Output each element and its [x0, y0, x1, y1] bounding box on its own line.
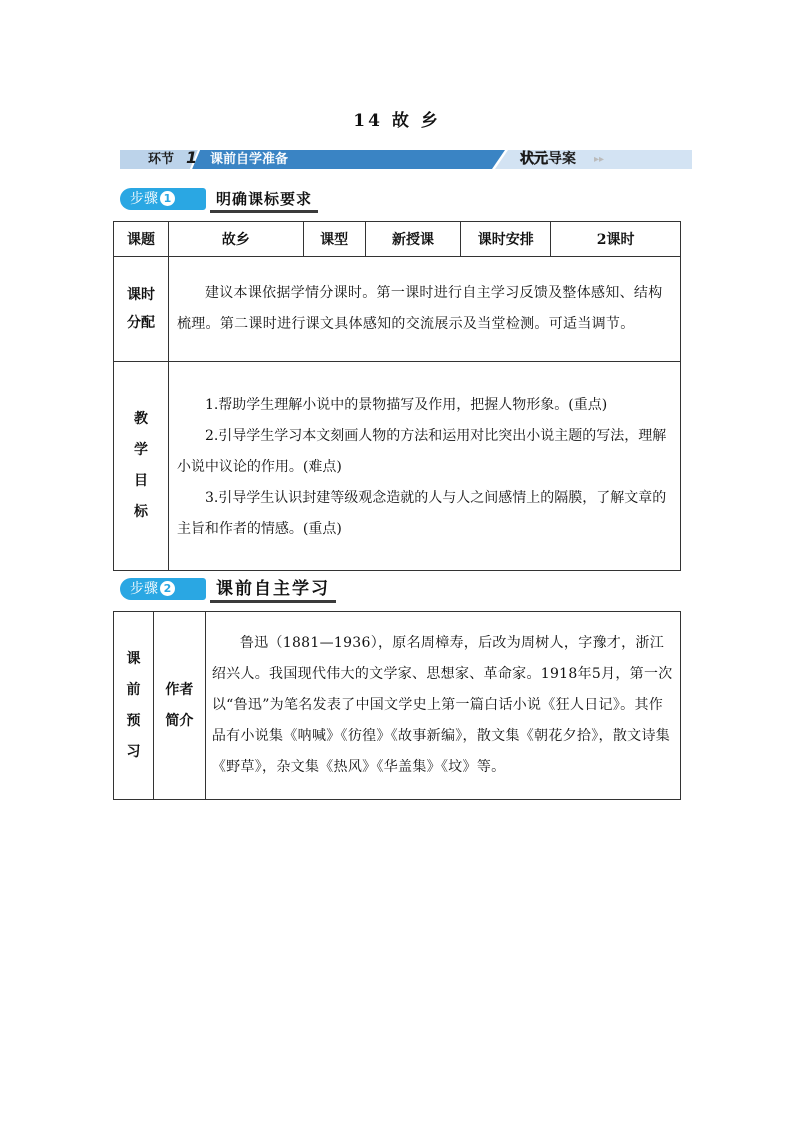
step2-label: 步骤 [130, 581, 158, 597]
double-arrow-icon: ▸▸ [594, 154, 605, 165]
table-row-author [114, 612, 681, 800]
preview-label-char: 习 [126, 743, 141, 760]
author-label-line: 简介 [165, 712, 194, 729]
schedule-label-text: 课时分配 [126, 287, 155, 331]
banner-right-part-b: 导案 [548, 151, 576, 167]
banner-background [120, 150, 692, 169]
cell-schedule-text: 建议本课依据学情分课时。第一课时进行自主学习反馈及整体感知、结构梳理。第二课时进行课文具体感知的交流展示及当堂检测。可适当调节。 [168, 257, 680, 362]
banner-title: 课前自学准备 [210, 152, 289, 167]
section-banner [120, 150, 692, 169]
step2-title: 课前自主学习 [210, 578, 336, 603]
table-row-header [114, 222, 681, 257]
cell-type-value: 新授课 [365, 222, 461, 257]
banner-right-label [520, 150, 576, 169]
banner-label: 环节 [148, 152, 175, 167]
page-title: 14 故 乡 [353, 111, 441, 131]
cell-subject-label: 课题 [114, 222, 169, 257]
preview-label-char: 预 [126, 712, 141, 729]
banner-number: 1 [186, 148, 198, 167]
step1-title: 明确课标要求 [210, 188, 318, 213]
step1-pill [120, 188, 206, 210]
table-row-goals [114, 362, 681, 571]
cell-goals-text [168, 362, 680, 571]
cell-goals-label [114, 362, 169, 571]
cell-preview-label [114, 612, 154, 800]
step2-pill [120, 578, 206, 600]
lesson-info-table [113, 221, 681, 571]
preview-label-char: 课 [126, 650, 141, 667]
cell-author-label [153, 612, 205, 800]
goals-label-char: 标 [133, 504, 148, 520]
cell-hours-value: 2课时 [551, 222, 681, 257]
goal-item: 3.引导学生认识封建等级观念造就的人与人之间感情上的隔膜，了解文章的主旨和作者的情感。(重点) [176, 489, 667, 537]
cell-subject-value: 故乡 [168, 222, 303, 257]
cell-author-text: 鲁迅（1881—1936），原名周樟寿，后改为周树人，字豫才，浙江绍兴人。我国现代伟大的文学家、思想家、革命家。1918年5月，第一次以“鲁迅”为笔名发表了中国文学史上第一篇白话小说《狂人日记》。其作品有小说集《呐喊》《彷徨》《故事新编》，散文集《朝花夕拾》，散文诗集《野草》，杂文集《热风》《华盖集》《坟》等。 [205, 612, 680, 800]
goals-label-char: 学 [133, 442, 148, 458]
goals-label-char: 目 [133, 473, 148, 489]
preview-table [113, 611, 681, 800]
goals-label-char: 教 [133, 411, 148, 427]
author-label-line: 作者 [165, 681, 194, 698]
table-row-schedule [114, 257, 681, 362]
step2-number: 2 [160, 581, 175, 596]
step1-label: 步骤 [130, 191, 158, 207]
preview-label-char: 前 [126, 681, 141, 698]
step1-number: 1 [160, 191, 175, 206]
banner-right-part-a: 状元 [520, 151, 548, 167]
goal-item: 2.引导学生学习本文刻画人物的方法和运用对比突出小说主题的写法，理解小说中议论的作用。(难点) [176, 427, 667, 475]
cell-type-label: 课型 [303, 222, 365, 257]
goal-item: 1.帮助学生理解小说中的景物描写及作用，把握人物形象。(重点) [204, 396, 608, 413]
cell-schedule-label [114, 257, 169, 362]
cell-hours-label: 课时安排 [461, 222, 551, 257]
